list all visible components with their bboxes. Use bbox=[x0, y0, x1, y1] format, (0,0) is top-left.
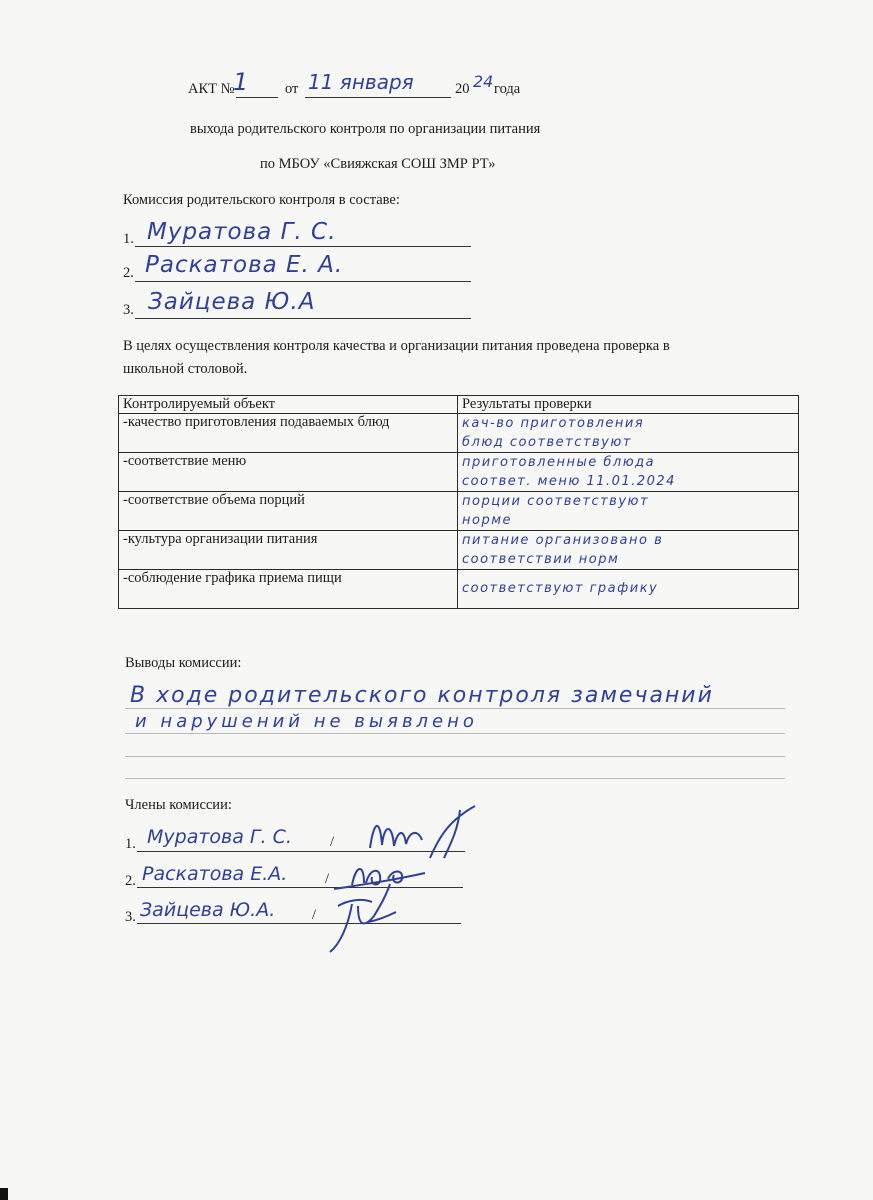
member-3-name: Зайцева Ю.А bbox=[148, 289, 316, 315]
table-header-result: Результаты проверки bbox=[458, 396, 799, 414]
member-3-num: 3. bbox=[123, 302, 134, 318]
sign-3-name: Зайцева Ю.А. bbox=[140, 899, 276, 921]
result-line: соответствии норм bbox=[462, 552, 620, 567]
sign-2-name: Раскатова Е.А. bbox=[142, 863, 288, 885]
conclusions-line bbox=[125, 756, 785, 757]
member-1-underline bbox=[135, 246, 471, 247]
signature-3-icon bbox=[318, 876, 408, 956]
scan-edge-mark bbox=[0, 1188, 8, 1200]
act-prefix: АКТ № bbox=[188, 81, 235, 97]
member-2-name: Раскатова Е. А. bbox=[145, 252, 344, 278]
result-line: питание организовано в bbox=[462, 533, 664, 548]
sign-2-num: 2. bbox=[125, 873, 136, 889]
conclusions-text-1: В ходе родительского контроля замечаний bbox=[130, 683, 714, 708]
conclusions-text-2: и нарушений не выявлено bbox=[135, 711, 478, 732]
member-3-underline bbox=[135, 318, 471, 319]
title-line-1: выхода родительского контроля по организации питания bbox=[190, 121, 541, 137]
title-line-2: по МБОУ «Свияжская СОШ ЗМР РТ» bbox=[260, 156, 496, 172]
year-suffix: 24 bbox=[473, 72, 494, 91]
table-cell-result bbox=[458, 570, 799, 609]
table-header-row bbox=[119, 396, 799, 414]
sign-2-sep: / bbox=[325, 871, 330, 887]
inspection-table bbox=[118, 395, 799, 609]
member-1-name: Муратова Г. С. bbox=[147, 219, 337, 245]
purpose-line-1: В целях осуществления контроля качества и организации питания проведена проверка в bbox=[123, 338, 670, 354]
members-label: Члены комиссии: bbox=[125, 797, 232, 813]
date-underline bbox=[305, 97, 451, 98]
act-number-underline bbox=[236, 97, 278, 98]
table-row bbox=[119, 492, 799, 531]
conclusions-label: Выводы комиссии: bbox=[125, 655, 242, 671]
result-line: порции соответствуют bbox=[462, 494, 650, 509]
sign-1-num: 1. bbox=[125, 836, 136, 852]
sign-3-sep: / bbox=[312, 907, 317, 923]
sign-1-name: Муратова Г. С. bbox=[147, 826, 292, 848]
table-row bbox=[119, 570, 799, 609]
conclusions-line bbox=[125, 733, 785, 734]
table-cell-result bbox=[458, 453, 799, 492]
table-row bbox=[119, 531, 799, 570]
table-cell-object: -соблюдение графика приема пищи bbox=[119, 570, 458, 609]
year-word: года bbox=[494, 81, 521, 97]
commission-label: Комиссия родительского контроля в составе: bbox=[123, 192, 400, 208]
act-date: 11 января bbox=[308, 70, 414, 94]
table-row bbox=[119, 414, 799, 453]
table-cell-result bbox=[458, 414, 799, 453]
member-2-num: 2. bbox=[123, 265, 134, 281]
year-prefix: 20 bbox=[455, 81, 470, 97]
result-line: приготовленные блюда bbox=[462, 455, 656, 470]
result-line: кач-во приготовления bbox=[462, 416, 645, 431]
result-line: соответствуют графику bbox=[462, 581, 659, 596]
sign-3-num: 3. bbox=[125, 909, 136, 925]
conclusions-line bbox=[125, 778, 785, 779]
sign-1-sep: / bbox=[330, 834, 335, 850]
table-cell-object: -качество приготовления подаваемых блюд bbox=[119, 414, 458, 453]
table-cell-result bbox=[458, 492, 799, 531]
result-line: норме bbox=[462, 513, 513, 528]
from-word: от bbox=[285, 81, 299, 97]
result-line: соответ. меню 11.01.2024 bbox=[462, 474, 676, 489]
sign-3-underline bbox=[137, 923, 461, 924]
table-cell-object: -культура организации питания bbox=[119, 531, 458, 570]
table-row bbox=[119, 453, 799, 492]
table-cell-object: -соответствие меню bbox=[119, 453, 458, 492]
conclusions-line bbox=[125, 708, 785, 709]
purpose-line-2: школьной столовой. bbox=[123, 361, 248, 377]
table-cell-result bbox=[458, 531, 799, 570]
act-number: 1 bbox=[233, 68, 249, 96]
table-header-object: Контролируемый объект bbox=[119, 396, 458, 414]
table-cell-object: -соответствие объема порций bbox=[119, 492, 458, 531]
member-2-underline bbox=[135, 281, 471, 282]
result-line: блюд соответствуют bbox=[462, 435, 632, 450]
member-1-num: 1. bbox=[123, 231, 134, 247]
